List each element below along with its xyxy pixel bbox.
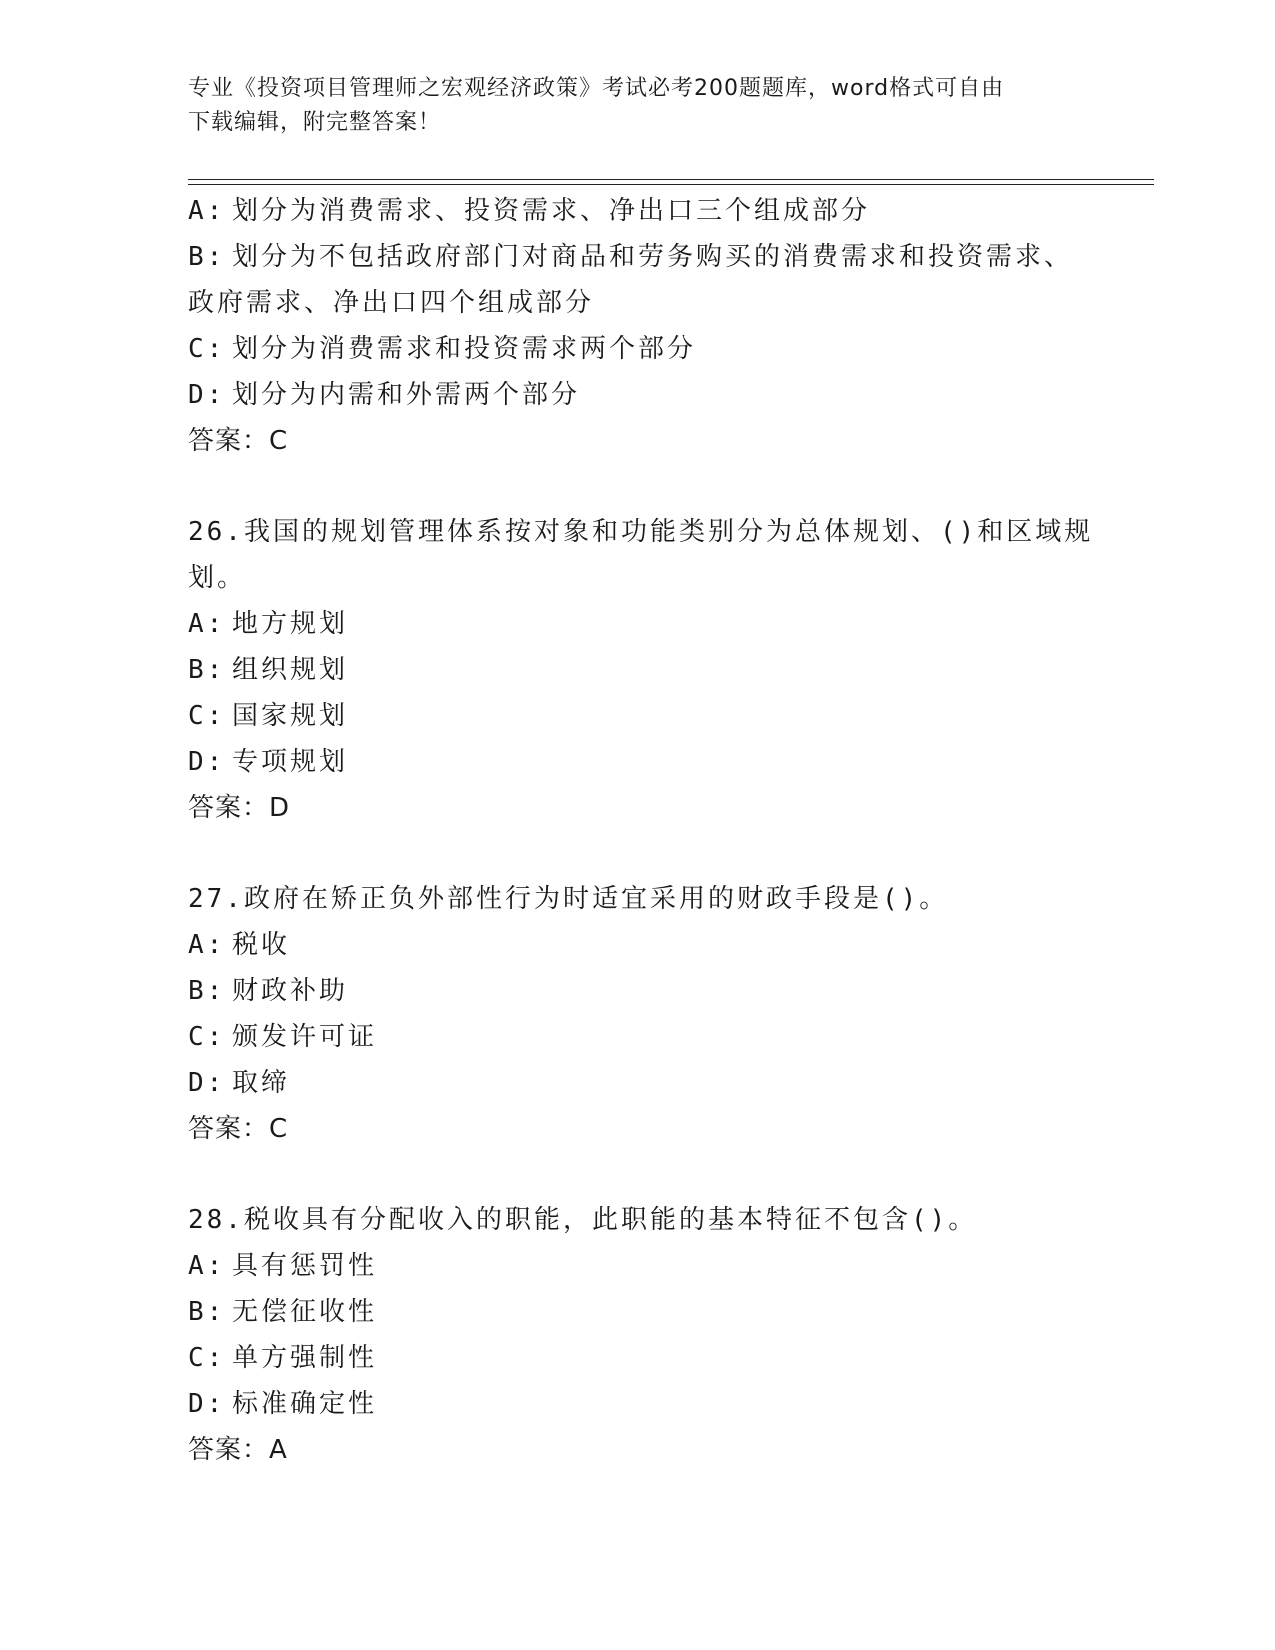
question-block-28 [188,1197,1108,1473]
spacer [188,1152,1108,1197]
option-text: 颁发许可证 [232,1022,378,1052]
option-key: B: [188,242,226,272]
option-text: 财政补助 [232,976,349,1006]
question-list [188,188,1108,1473]
option-c [188,1335,1108,1381]
option-b-continuation: 政府需求、净出口四个组成部分 [188,288,595,318]
option-text: 标准确定性 [232,1389,378,1419]
option-key: B: [188,1297,226,1327]
option-key: C: [188,334,226,364]
answer-line: 答案：C [188,1114,289,1144]
option-key: D: [188,380,226,410]
option-a [188,1243,1108,1289]
option-key: D: [188,1389,226,1419]
option-key: D: [188,1068,226,1098]
answer-line: 答案：D [188,793,291,823]
option-b [188,968,1108,1014]
question-stem: 28.税收具有分配收入的职能，此职能的基本特征不包含()。 [188,1205,978,1235]
option-key: A: [188,930,226,960]
option-key: C: [188,1343,226,1373]
answer-line: 答案：A [188,1435,288,1465]
option-text: 国家规划 [232,701,349,731]
option-key: C: [188,701,226,731]
option-key: A: [188,196,226,226]
option-key: A: [188,609,226,639]
option-text: 划分为消费需求、投资需求、净出口三个组成部分 [232,196,871,226]
option-text: 单方强制性 [232,1343,378,1373]
question-block-27 [188,876,1108,1152]
question-stem: 26.我国的规划管理体系按对象和功能类别分为总体规划、()和区域规 [188,517,1094,547]
option-b [188,1289,1108,1335]
option-a [188,601,1108,647]
option-b [188,234,1108,280]
option-text: 专项规划 [232,747,349,777]
option-d [188,372,1108,418]
question-block-25 [188,188,1108,464]
option-text: 具有惩罚性 [232,1251,378,1281]
spacer [188,831,1108,876]
option-a [188,188,1108,234]
document-header [188,72,1088,140]
option-text: 税收 [232,930,291,960]
option-key: B: [188,655,226,685]
option-d [188,739,1108,785]
option-text: 划分为不包括政府部门对商品和劳务购买的消费需求和投资需求、 [232,242,1074,272]
option-key: B: [188,976,226,1006]
header-rule-top [188,179,1154,180]
header-line-1: 专业《投资项目管理师之宏观经济政策》考试必考200题题库，word格式可自由 [188,76,1005,101]
option-d [188,1060,1108,1106]
option-c [188,693,1108,739]
option-text: 地方规划 [232,609,349,639]
option-key: D: [188,747,226,777]
option-text: 无偿征收性 [232,1297,378,1327]
option-a [188,922,1108,968]
option-d [188,1381,1108,1427]
header-rule-bottom [188,184,1154,185]
option-text: 组织规划 [232,655,349,685]
option-c [188,326,1108,372]
option-c [188,1014,1108,1060]
answer-line: 答案：C [188,426,289,456]
option-text: 划分为消费需求和投资需求两个部分 [232,334,697,364]
question-stem: 27.政府在矫正负外部性行为时适宜采用的财政手段是()。 [188,884,949,914]
header-line-2: 下载编辑，附完整答案！ [188,110,442,135]
spacer [188,464,1108,509]
option-key: A: [188,1251,226,1281]
option-text: 划分为内需和外需两个部分 [232,380,581,410]
option-b [188,647,1108,693]
option-key: C: [188,1022,226,1052]
question-stem-continuation: 划。 [188,563,247,593]
option-text: 取缔 [232,1068,291,1098]
question-block-26 [188,509,1108,831]
